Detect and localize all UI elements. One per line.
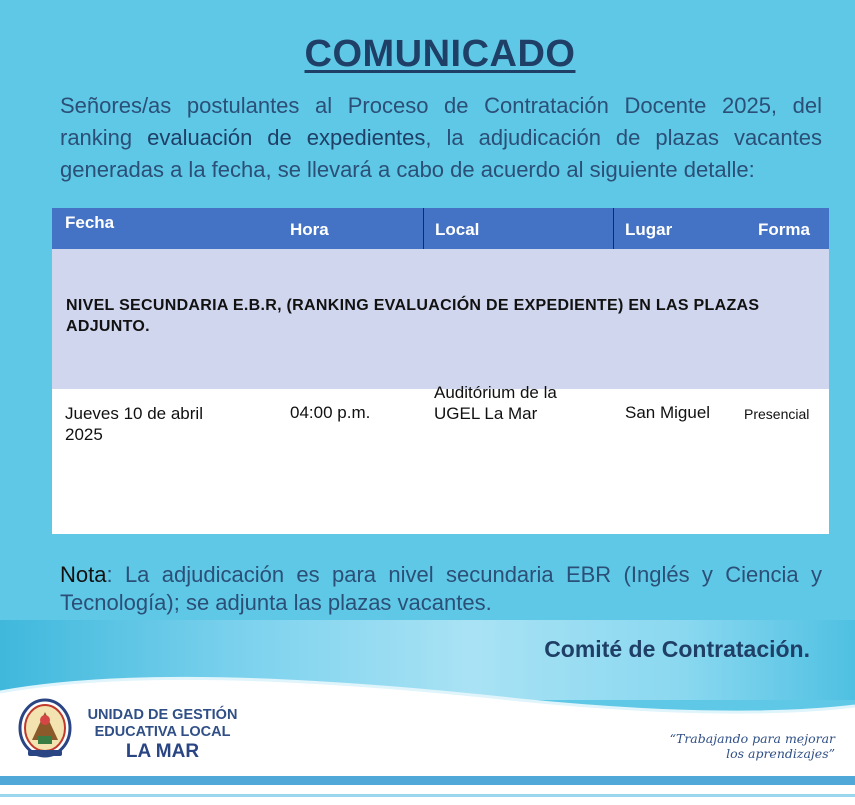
section-band <box>52 249 829 389</box>
header-divider <box>423 208 424 249</box>
ugel-name <box>80 707 245 763</box>
intro-text-end: , la adjudicación de plazas vacantes generadas a la fecha, se llevará a cabo de acuerdo al siguiente detalle: <box>60 125 822 182</box>
table-header <box>52 208 829 249</box>
slogan-line-1: “Trabajando para mejorar <box>669 731 835 746</box>
cell-local: Auditórium de la UGEL La Mar <box>434 383 557 423</box>
org-line-1: UNIDAD DE GESTIÓN <box>87 707 238 723</box>
schedule-table <box>52 208 829 534</box>
ugel-seal-icon <box>18 698 72 760</box>
page-title: COMUNICADO <box>304 33 576 75</box>
header-divider <box>613 208 614 249</box>
intro-highlight: evaluación de expedientes <box>147 125 426 150</box>
slogan <box>650 731 835 761</box>
header-fecha: Fecha <box>65 213 115 232</box>
signature: Comité de Contratación. <box>544 636 810 662</box>
section-title: NIVEL SECUNDARIA E.B.R, (RANKING EVALUACIÓN DE EXPEDIENTE) EN LAS PLAZAS ADJUNTO. <box>66 297 760 335</box>
header-lugar: Lugar <box>625 220 673 239</box>
cell-fecha: Jueves 10 de abril 2025 <box>65 404 203 444</box>
footer-stripes <box>0 776 855 805</box>
intro-paragraph <box>60 90 822 186</box>
note-text: : La adjudicación es para nivel secundaria EBR (Inglés y Ciencia y Tecnología); se adjunta las plazas vacantes. <box>60 562 822 615</box>
org-line-3: LA MAR <box>125 741 200 762</box>
cell-forma: Presencial <box>744 406 810 422</box>
cell-lugar: San Miguel <box>625 403 711 422</box>
header-forma: Forma <box>758 220 810 239</box>
note-paragraph <box>60 561 822 617</box>
note-label: Nota <box>60 562 107 587</box>
header-local: Local <box>435 220 480 239</box>
header-hora: Hora <box>290 220 329 239</box>
slogan-line-2: los aprendizajes” <box>726 746 835 761</box>
intro-text-start: Señores/as postulantes al Proceso de Contratación Docente 2025, del ranking <box>60 93 822 150</box>
org-line-2: EDUCATIVA LOCAL <box>94 724 231 740</box>
cell-hora: 04:00 p.m. <box>290 403 371 422</box>
